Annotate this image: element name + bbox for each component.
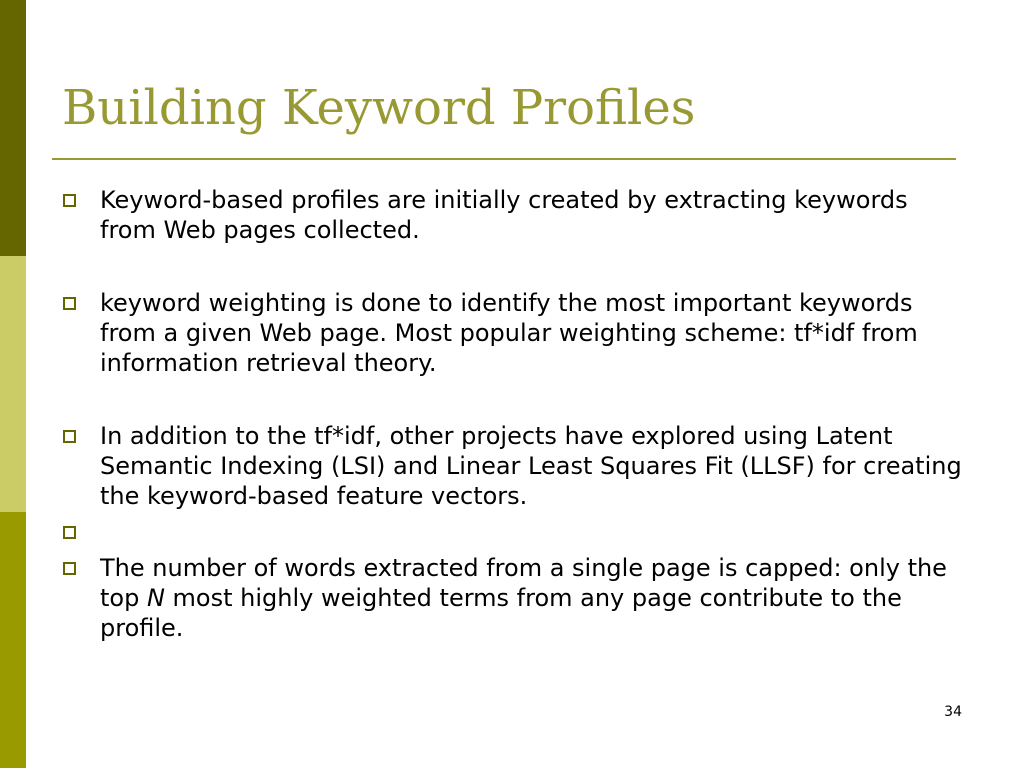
bullet-text-part: The number of words extracted from a single page is capped: only the top [100, 554, 947, 612]
slide-title: Building Keyword Profiles [62, 80, 696, 136]
bullet-item-empty [62, 517, 962, 547]
sidebar-segment-dark [0, 0, 26, 256]
square-bullet-icon [63, 297, 76, 310]
bullet-text: Keyword-based profiles are initially created by extracting keywords from Web pages collected. [100, 186, 908, 244]
sidebar-segment-mid [0, 512, 26, 768]
square-bullet-icon [63, 562, 76, 575]
title-divider [52, 158, 956, 160]
bullet-item [62, 421, 962, 511]
bullet-item [62, 553, 962, 643]
bullet-emphasis: N [146, 584, 165, 612]
bullet-text: In addition to the tf*idf, other projects have explored using Latent Semantic Indexing (LSI) and Linear Least Squares Fit (LLSF) for creating the keyword-based feature vectors. [100, 422, 962, 510]
page-number: 34 [944, 704, 962, 720]
bullet-text-part: most highly weighted terms from any page contribute to the profile. [100, 584, 902, 642]
bullet-text: keyword weighting is done to identify the most important keywords from a given Web page. Most popular weighting scheme: tf*idf from information retrieval theory. [100, 289, 918, 377]
bullet-list [62, 185, 962, 643]
bullet-item [62, 185, 962, 245]
decorative-sidebar [0, 0, 26, 768]
bullet-item [62, 288, 962, 378]
square-bullet-icon [63, 194, 76, 207]
square-bullet-icon [63, 430, 76, 443]
sidebar-segment-light [0, 256, 26, 512]
square-bullet-icon [63, 526, 76, 539]
